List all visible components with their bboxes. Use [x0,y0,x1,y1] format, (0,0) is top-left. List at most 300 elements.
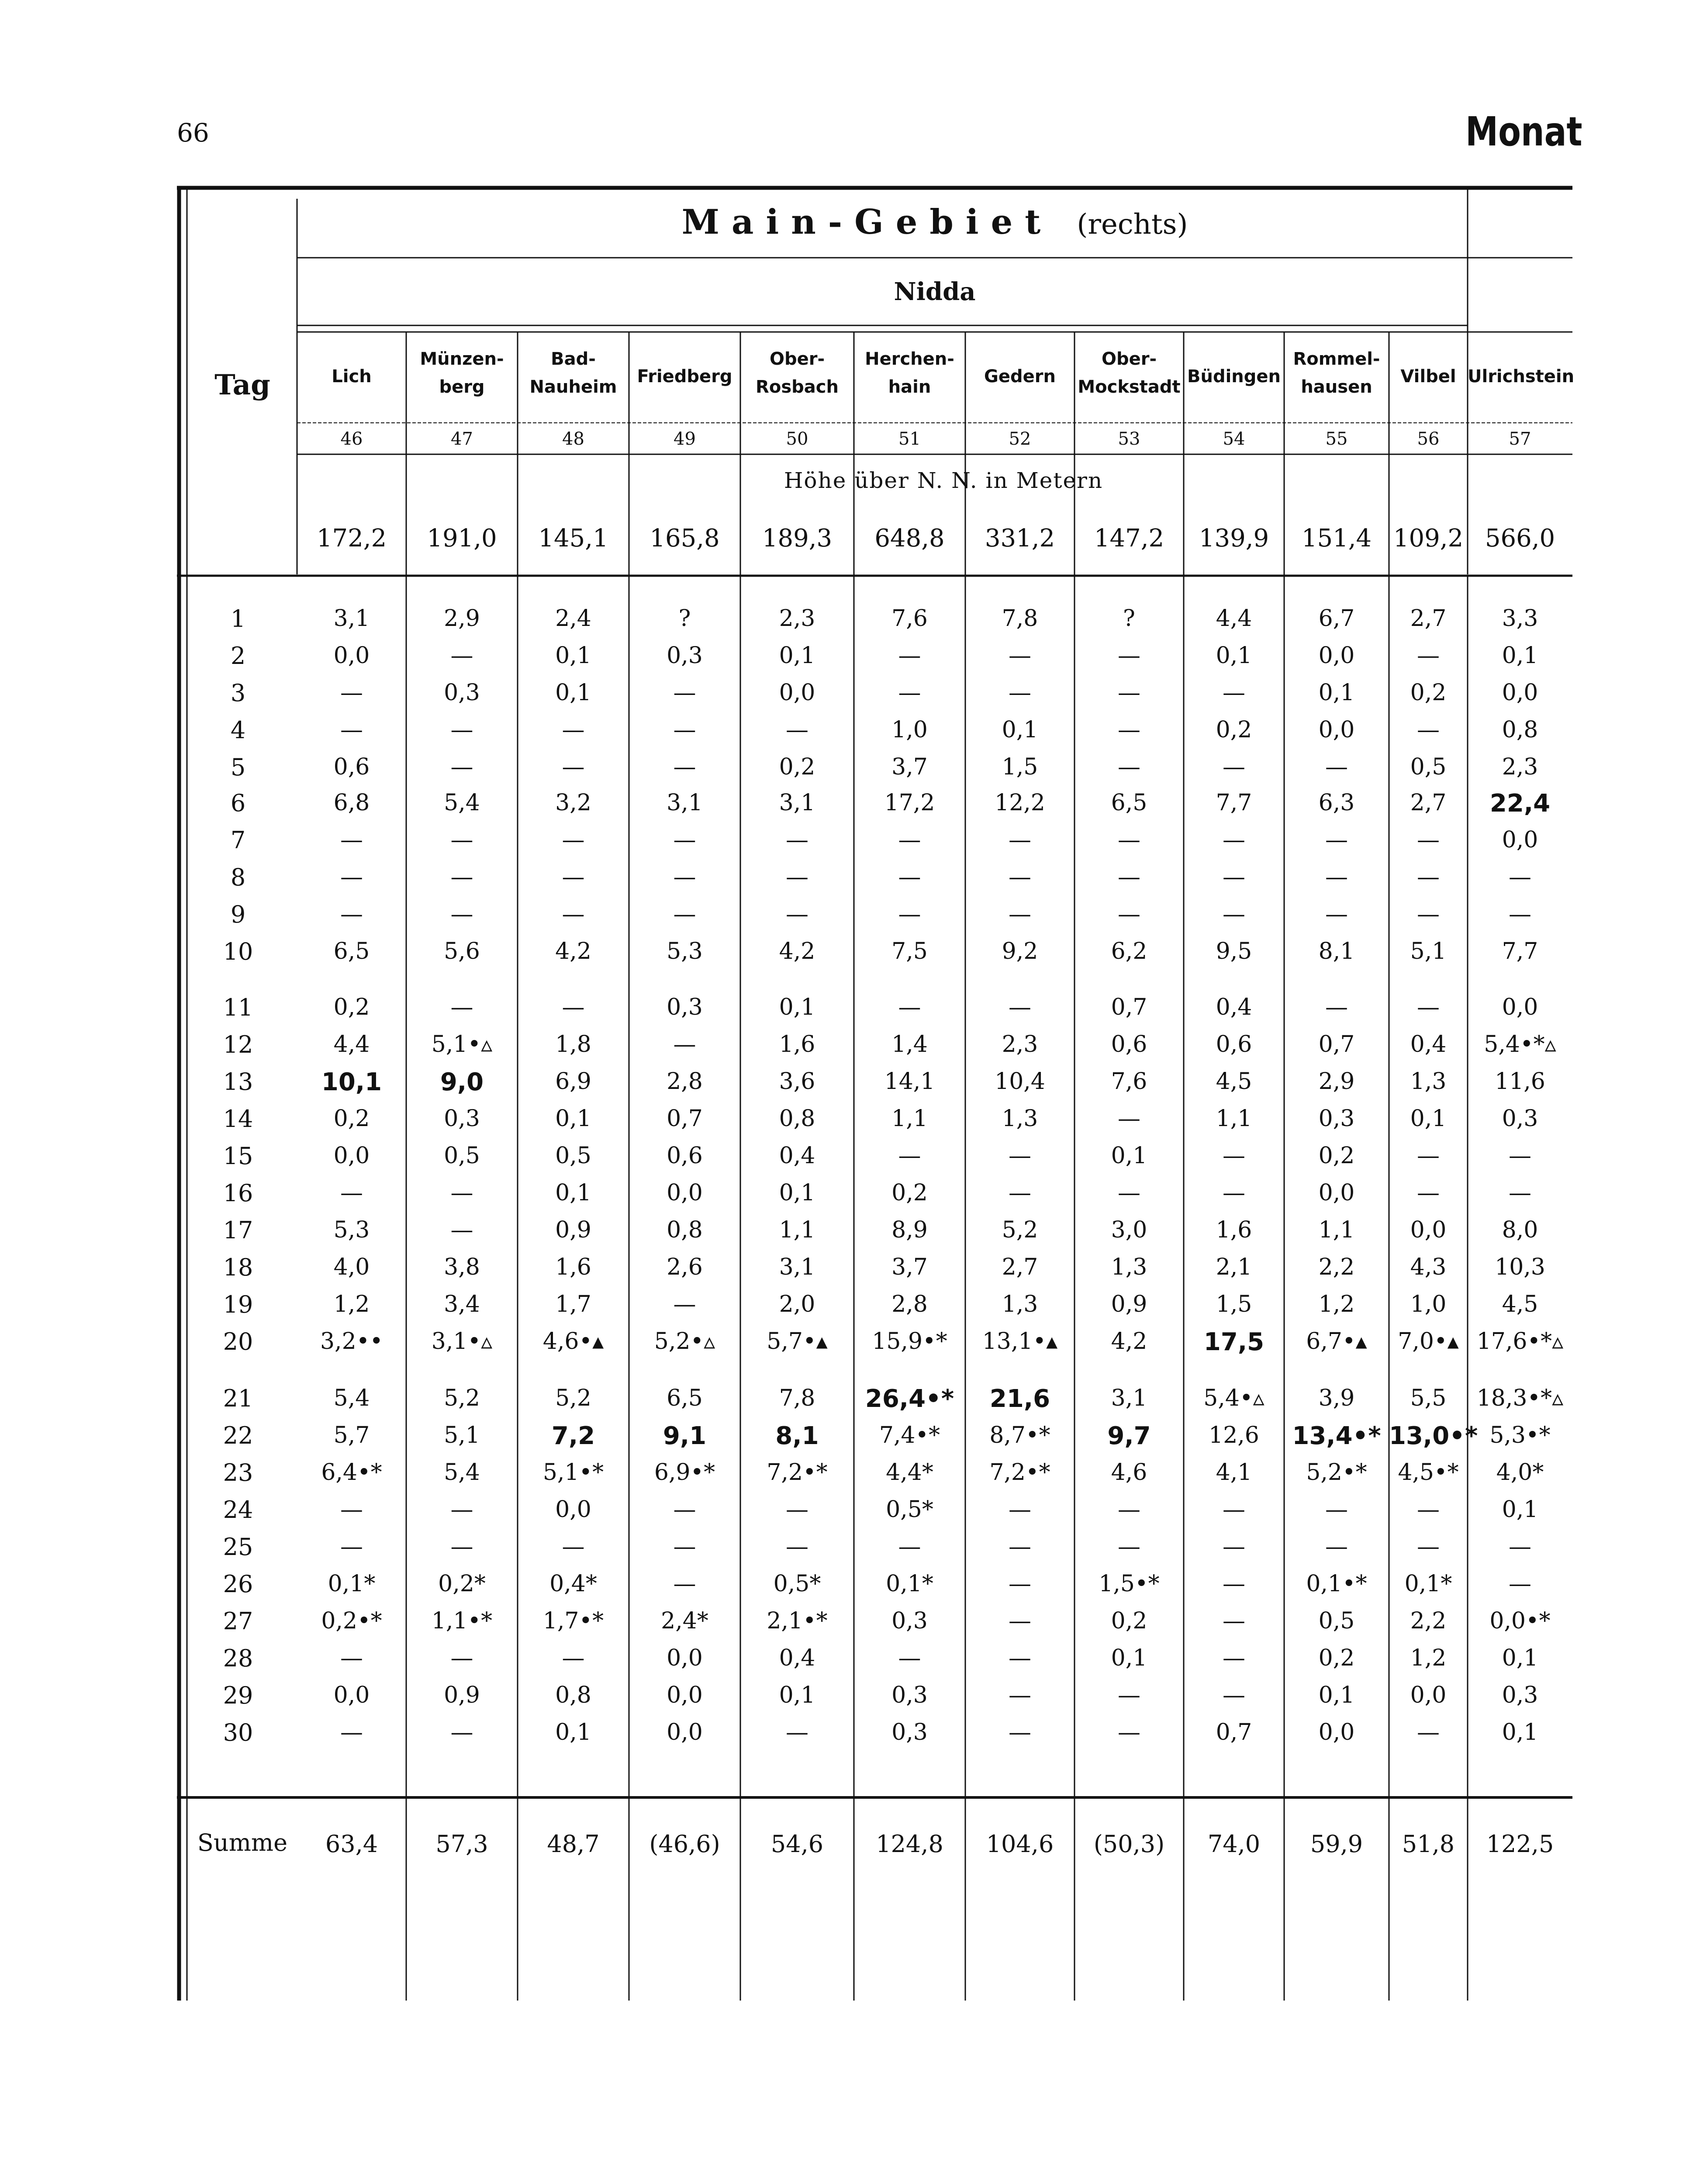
table-cell: — [562,994,585,1020]
table-cell: — [898,680,921,706]
table-cell: — [1118,1719,1140,1745]
total-cell: 124,8 [876,1830,943,1858]
table-cell: 0,0 [667,1682,703,1708]
table-cell: — [1009,827,1031,853]
row-label-tag: Tag [214,369,270,401]
table-cell: 0,2 [1216,717,1252,743]
table-cell: 13,4•* [1292,1422,1381,1450]
table-cell: 0,1 [779,1682,815,1708]
table-cell: 7,6 [891,605,928,632]
total-cell: 48,7 [547,1830,600,1858]
table-cell: — [1009,643,1031,669]
table-cell: 6,8 [333,790,370,816]
table-cell: 1,5 [1002,754,1038,780]
table-cell: — [1118,1496,1140,1523]
table-cell: 22,4 [1489,789,1551,818]
river-name: Nidda [894,277,976,306]
table-cell: — [562,1534,585,1560]
table-cell: 0,3 [891,1682,928,1708]
table-cell: 10,1 [321,1068,382,1096]
table-cell: 0,5 [1410,754,1447,780]
table-cell: 0,7 [667,1106,703,1132]
table-cell: 1,1•* [431,1608,493,1634]
table-cell: — [1223,1608,1245,1634]
table-cell: 13,1•▴ [982,1328,1058,1355]
table-cell: — [1223,754,1245,780]
station-name-line: Bad- [551,349,596,369]
station-number: 49 [674,429,696,449]
table-cell: — [786,1719,808,1745]
table-cell: — [1009,994,1031,1020]
day-number: 21 [223,1385,253,1412]
table-cell: 0,1 [1502,1645,1538,1671]
table-cell: — [1118,1106,1140,1132]
table-cell: — [673,864,696,890]
table-cell: 9,1 [663,1422,707,1450]
station-name-line: Ober- [1101,349,1157,369]
table-cell: 9,5 [1216,938,1252,964]
table-cell: 0,9 [555,1217,591,1243]
station-name-line: Büdingen [1187,366,1281,387]
table-cell: 0,4 [779,1143,815,1169]
table-cell: — [1509,901,1531,927]
table-cell: 4,0* [1496,1459,1544,1486]
table-cell: — [1509,1143,1531,1169]
table-cell: 3,1 [1111,1385,1147,1411]
table-cell: 1,7 [555,1291,591,1317]
day-number: 19 [223,1291,253,1318]
station-name-line: hain [888,377,931,397]
table-cell: 2,6 [667,1254,703,1280]
table-cell: — [562,717,585,743]
station-name-line: Gedern [984,366,1056,387]
table-cell: 2,7 [1002,1254,1038,1280]
table-cell: — [450,1534,473,1560]
table-cell: 5,4•*▵ [1484,1031,1556,1057]
table-cell: 5,1 [1410,938,1447,964]
table-cell: — [1417,1496,1440,1523]
table-cell: 0,1•* [1306,1571,1367,1597]
table-cell: 1,0 [1410,1291,1447,1317]
day-number: 8 [230,864,246,891]
table-cell: — [1009,680,1031,706]
day-number: 17 [223,1216,253,1244]
table-cell: 0,2 [779,754,815,780]
table-cell: 7,7 [1216,790,1252,816]
table-cell: — [1509,1534,1531,1560]
day-number: 16 [223,1179,253,1207]
table-cell: — [1223,680,1245,706]
table-cell: 4,2 [555,938,591,964]
station-altitude: 165,8 [650,524,720,553]
table-cell: — [1223,1143,1245,1169]
table-cell: 0,6 [333,754,370,780]
table-cell: 1,4 [891,1031,928,1057]
table-cell: 5,7•▴ [767,1328,828,1355]
table-cell: 0,0 [667,1719,703,1745]
table-cell: 0,1 [779,643,815,669]
station-number: 54 [1223,429,1245,449]
station-name-line: Lich [332,366,372,387]
table-cell: 0,0 [1502,994,1538,1020]
table-cell: — [1009,1496,1031,1523]
table-cell: 0,1 [555,1106,591,1132]
table-cell: — [450,717,473,743]
table-cell: 2,3 [1002,1031,1038,1057]
table-cell: 5,4 [444,790,480,816]
table-cell: 0,5* [886,1496,933,1523]
table-cell: 0,1 [1111,1645,1147,1671]
table-cell: — [562,827,585,853]
table-cell: 1,8 [555,1031,591,1057]
table-cell: 4,4* [886,1459,933,1486]
table-cell: 3,7 [891,1254,928,1280]
table-cell: 0,2 [1111,1608,1147,1634]
station-altitude: 191,0 [427,524,497,553]
station-name [297,363,406,390]
station-name-line: Mockstadt [1078,377,1181,397]
table-cell: 0,1 [1111,1143,1147,1169]
station-altitude: 648,8 [874,524,945,553]
table-cell: 5,6 [444,938,480,964]
table-cell: — [1009,1180,1031,1206]
table-cell: 2,4* [661,1608,708,1634]
table-cell: — [1417,717,1440,743]
table-cell: 0,2 [1318,1143,1355,1169]
table-cell: 0,4* [549,1571,597,1597]
station-altitude: 147,2 [1094,524,1164,553]
table-cell: — [898,1645,921,1671]
table-cell: 1,3 [1002,1106,1038,1132]
table-cell: 5,1 [444,1422,480,1448]
table-cell: 0,1 [1502,1496,1538,1523]
station-number: 53 [1118,429,1140,449]
table-cell: 3,1 [779,1254,815,1280]
table-cell: 0,1* [886,1571,933,1597]
table-cell: 5,3 [333,1217,370,1243]
table-cell: — [786,1496,808,1523]
table-cell: 1,1 [891,1106,928,1132]
table-cell: 0,6 [1111,1031,1147,1057]
table-cell: — [340,864,363,890]
table-cell: 0,1 [555,680,591,706]
table-cell: 0,1 [779,1180,815,1206]
table-cell: 7,2•* [767,1459,828,1486]
total-cell: 74,0 [1207,1830,1261,1858]
table-cell: 1,7•* [542,1608,604,1634]
table-cell: 18,3•*▵ [1476,1385,1564,1411]
table-cell: — [1509,1180,1531,1206]
day-number: 7 [230,826,246,854]
table-cell: — [340,901,363,927]
table-cell: — [340,1719,363,1745]
table-cell: — [450,1496,473,1523]
table-cell: 0,0 [1318,1180,1355,1206]
total-cell: 59,9 [1310,1830,1363,1858]
station-name [629,363,740,390]
table-cell: 12,6 [1209,1422,1259,1448]
station-number: 48 [562,429,584,449]
table-cell: 0,1 [1002,717,1038,743]
table-cell: 3,2 [555,790,591,816]
table-cell: 0,2 [1410,680,1447,706]
table-cell: — [1223,1534,1245,1560]
day-number: 27 [223,1607,253,1635]
table-cell: 17,6•*▵ [1476,1328,1564,1355]
table-cell: — [1009,1719,1031,1745]
table-cell: — [1417,643,1440,669]
table-cell: 6,2 [1111,938,1147,964]
table-cell: 0,0•* [1489,1608,1551,1634]
table-cell: — [1325,864,1348,890]
table-cell: 0,5 [444,1143,480,1169]
table-cell: 2,2 [1318,1254,1355,1280]
table-cell: — [1118,680,1140,706]
total-cell: 57,3 [435,1830,488,1858]
day-number: 12 [223,1031,253,1058]
station-number: 52 [1009,429,1031,449]
table-cell: 1,0 [891,717,928,743]
station-number: 46 [340,429,363,449]
table-cell: — [1009,1143,1031,1169]
station-name-line: Ober- [769,349,825,369]
table-cell: 9,2 [1002,938,1038,964]
table-cell: 0,0 [1502,827,1538,853]
table-cell: 0,0 [333,1143,370,1169]
table-cell: 0,0 [667,1645,703,1671]
table-cell: 6,5 [667,1385,703,1411]
table-cell: — [673,717,696,743]
day-number: 25 [223,1533,253,1561]
table-cell: — [1223,1645,1245,1671]
table-cell: 0,1 [1318,680,1355,706]
table-cell: — [1118,1534,1140,1560]
day-number: 5 [230,753,246,781]
table-cell: 7,8 [779,1385,815,1411]
table-cell: — [1417,1180,1440,1206]
table-cell: 0,6 [667,1143,703,1169]
table-cell: 1,1 [779,1217,815,1243]
total-cell: (50,3) [1093,1830,1165,1858]
station-altitude: 566,0 [1485,524,1555,553]
total-cell: 63,4 [325,1830,378,1858]
table-cell: — [786,864,808,890]
table-cell: 4,3 [1410,1254,1447,1280]
table-cell: 1,2 [333,1291,370,1317]
table-cell: 4,5 [1502,1291,1538,1317]
table-cell: 0,5* [773,1571,821,1597]
table-cell: — [1118,717,1140,743]
station-name-line: hausen [1301,377,1372,397]
table-cell: — [340,680,363,706]
table-cell: 2,7 [1410,790,1447,816]
table-cell: — [898,827,921,853]
table-cell: 0,7 [1318,1031,1355,1057]
table-cell: 2,9 [1318,1068,1355,1095]
table-cell: 3,1 [667,790,703,816]
table-cell: — [562,1645,585,1671]
table-cell: 5,2•* [1306,1459,1367,1486]
table-cell: 0,3 [667,643,703,669]
table-cell: 2,1•* [767,1608,828,1634]
table-cell: 7,2 [551,1422,595,1450]
table-cell: 4,1 [1216,1459,1252,1486]
table-cell: 0,3 [667,994,703,1020]
table-cell: 5,1•* [542,1459,604,1486]
table-cell: 0,0 [1318,643,1355,669]
table-cell: — [673,1031,696,1057]
table-cell: 0,8 [667,1217,703,1243]
table-cell: 2,3 [779,605,815,632]
station-number: 57 [1509,429,1531,449]
table-cell: 17,5 [1203,1328,1264,1356]
table-cell: 5,4 [333,1385,370,1411]
station-altitude: 109,2 [1393,524,1464,553]
table-cell: 3,1 [779,790,815,816]
table-cell: 4,5•* [1398,1459,1459,1486]
station-name [1074,345,1184,401]
station-name [1184,363,1284,390]
table-cell: 8,1 [775,1422,819,1450]
table-cell: — [673,680,696,706]
table-cell: — [1417,901,1440,927]
total-cell: (46,6) [649,1830,720,1858]
table-cell: 6,3 [1318,790,1355,816]
table-cell: 0,2* [438,1571,486,1597]
table-cell: 2,3 [1502,754,1538,780]
table-cell: 10,3 [1495,1254,1545,1280]
total-cell: 51,8 [1402,1830,1455,1858]
table-cell: — [1223,1571,1245,1597]
table-cell: — [340,1496,363,1523]
table-cell: 0,1 [1502,1719,1538,1745]
table-cell: — [1118,864,1140,890]
table-cell: — [786,827,808,853]
table-cell: 0,2 [1318,1645,1355,1671]
table-cell: 5,2 [444,1385,480,1411]
day-number: 1 [230,605,246,632]
table-cell: — [1009,901,1031,927]
title-sub: (rechts) [1077,208,1188,241]
table-cell: 0,9 [444,1682,480,1708]
table-cell: 1,1 [1216,1106,1252,1132]
station-name-line: Münzen- [420,349,504,369]
station-name [1468,363,1575,390]
table-cell: — [1417,864,1440,890]
table-cell: — [1223,1180,1245,1206]
table-cell: 0,8 [779,1106,815,1132]
table-cell: 0,3 [444,1106,480,1132]
table-cell: 7,0•▴ [1398,1328,1459,1355]
table-cell: 1,2 [1318,1291,1355,1317]
table-cell: 0,4 [779,1645,815,1671]
table-cell: 15,9•* [872,1328,947,1355]
total-cell: 122,5 [1486,1830,1554,1858]
table-cell: 2,9 [444,605,480,632]
table-cell: 2,2 [1410,1608,1447,1634]
table-cell: — [786,1534,808,1560]
table-cell: 3,0 [1111,1217,1147,1243]
table-cell: 0,3 [1502,1682,1538,1708]
table-cell: 0,3 [1502,1106,1538,1132]
table-cell: 0,4 [1410,1031,1447,1057]
table-cell: 4,2 [1111,1328,1147,1355]
table-cell: 1,6 [555,1254,591,1280]
table-cell: — [1223,827,1245,853]
table-cell: 0,3 [891,1719,928,1745]
table-cell: 8,9 [891,1217,928,1243]
table-cell: 1,3 [1002,1291,1038,1317]
day-number: 14 [223,1105,253,1133]
day-number: 10 [223,938,253,965]
page-number: 66 [177,118,209,148]
station-altitude: 172,2 [316,524,387,553]
table-cell: 3,8 [444,1254,480,1280]
table-cell: 0,1* [1404,1571,1452,1597]
day-number: 6 [230,789,246,817]
table-cell: — [1118,643,1140,669]
table-cell: 5,5 [1410,1385,1447,1411]
day-number: 26 [223,1570,253,1598]
table-cell: 5,3•* [1489,1422,1551,1448]
table-cell: 1,6 [779,1031,815,1057]
table-cell: — [1417,827,1440,853]
table-cell: 7,6 [1111,1068,1147,1095]
table-cell: ? [1123,605,1135,632]
table-cell: — [340,717,363,743]
table-cell: — [673,1496,696,1523]
table-cell: 0,0 [1318,717,1355,743]
table-cell: 0,8 [555,1682,591,1708]
table-cell: 0,1 [1318,1682,1355,1708]
table-cell: 0,9 [1111,1291,1147,1317]
table-cell: 3,3 [1502,605,1538,632]
table-cell: 0,5 [555,1143,591,1169]
table-cell: — [562,754,585,780]
table-cell: — [340,827,363,853]
table-cell: 0,2 [333,1106,370,1132]
table-cell: 2,4 [555,605,591,632]
table-cell: 4,6•▴ [542,1328,604,1355]
table-cell: 8,1 [1318,938,1355,964]
day-number: 29 [223,1682,253,1709]
table-cell: 3,7 [891,754,928,780]
table-cell: — [1223,864,1245,890]
table-cell: 0,3 [1318,1106,1355,1132]
table-cell: 0,3 [891,1608,928,1634]
table-cell: 5,1•▵ [431,1031,493,1057]
table-cell: 0,0 [555,1496,591,1523]
table-cell: — [1009,1608,1031,1634]
table-cell: 1,3 [1111,1254,1147,1280]
table-cell: 26,4•* [865,1385,954,1413]
table-cell: — [450,643,473,669]
table-cell: 7,2•* [989,1459,1050,1486]
station-name [406,345,518,401]
table-cell: 21,6 [989,1385,1050,1413]
station-name-line: Rosbach [756,377,839,397]
station-altitude: 189,3 [762,524,833,553]
table-cell: 1,2 [1410,1645,1447,1671]
height-caption: Höhe über N. N. in Metern [784,468,1103,493]
table-cell: 5,2 [555,1385,591,1411]
table-cell: 4,6 [1111,1459,1147,1486]
table-cell: 10,4 [995,1068,1045,1095]
table-cell: 0,1* [328,1571,376,1597]
day-number: 15 [223,1142,253,1170]
table-cell: 5,3 [667,938,703,964]
table-cell: 6,7•▴ [1306,1328,1367,1355]
